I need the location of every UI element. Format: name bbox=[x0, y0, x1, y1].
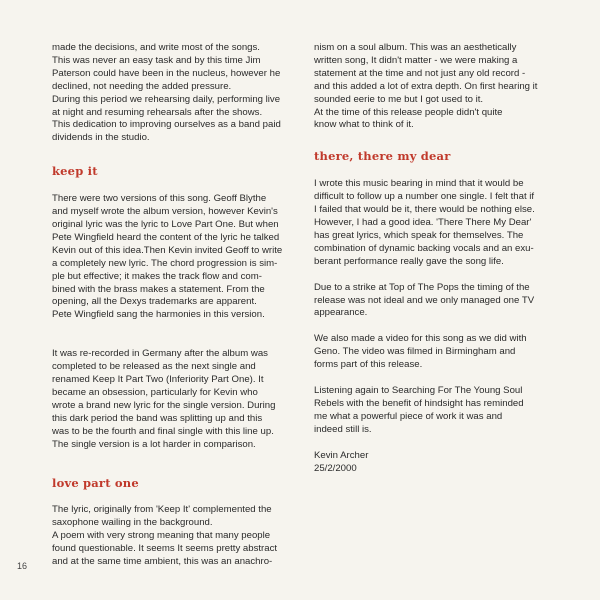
text-line: The lyric, originally from 'Keep It' complemented the bbox=[52, 504, 272, 516]
text-line: dividends in the studio. bbox=[52, 132, 150, 144]
text-line: this dark period the band was splitting up and this bbox=[52, 412, 263, 424]
text-line: Paterson could have been in the nucleus, however he bbox=[52, 67, 281, 79]
text-line: This dedication to improving ourselves as a band paid bbox=[52, 119, 281, 131]
text-line: combination of dynamic backing vocals and an exu- bbox=[314, 242, 534, 254]
text-line: made the decisions, and write most of the songs. bbox=[52, 42, 260, 53]
text-line: Geno. The video was filmed in Birmingham and bbox=[314, 346, 516, 358]
text-line: was to be the fourth and final single with this line up. bbox=[52, 425, 274, 437]
text-line: completed to be released as the next single and bbox=[52, 361, 256, 373]
text-line: wrote a brand new lyric for the single version. During bbox=[52, 399, 276, 411]
there-paragraph-4 bbox=[314, 385, 546, 437]
text-line: opening, all the Dexys trademarks are apparent. bbox=[52, 296, 257, 308]
text-line: This was never an easy task and by this time Jim bbox=[52, 54, 261, 66]
there-paragraph-1 bbox=[314, 178, 546, 268]
continued-paragraph bbox=[314, 42, 546, 132]
keep-it-heading: keep it bbox=[52, 164, 98, 179]
signature bbox=[314, 450, 546, 476]
text-line: statement at the time and not just any old record - bbox=[314, 67, 526, 79]
text-line: A poem with very strong meaning that many people bbox=[52, 530, 271, 542]
text-line: sounded eerie to me but I got used to it. bbox=[314, 93, 484, 105]
text-line: It was re-recorded in Germany after the album was bbox=[52, 348, 268, 360]
text-line: Due to a strike at Top of The Pops the timing of the bbox=[314, 281, 530, 293]
text-line: declined, not needing the added pressure. bbox=[52, 80, 232, 92]
text-line: written song, It didn't matter - we were making a bbox=[314, 54, 518, 66]
keep-it-paragraph-2 bbox=[52, 348, 288, 451]
text-line: original lyric was the lyric to Love Part One. But when bbox=[52, 218, 279, 230]
love-part-one-paragraph bbox=[52, 504, 288, 569]
signature-name: Kevin Archer bbox=[314, 449, 369, 461]
text-line: Kevin out of this idea.Then Kevin invited Geoff to write bbox=[52, 244, 283, 256]
text-line: at night and resuming rehearsals after the shows. bbox=[52, 106, 263, 118]
text-line: forms part of this release. bbox=[314, 359, 423, 371]
text-line: became an obsession, particularly for Kevin who bbox=[52, 386, 258, 398]
text-line: found questionable. It seems It seems pretty abstract bbox=[52, 543, 278, 555]
text-line: bined with the brass makes a statement. From the bbox=[52, 283, 265, 295]
there-paragraph-3 bbox=[314, 333, 546, 372]
text-line: indeed still is. bbox=[314, 423, 372, 435]
keep-it-paragraph-1 bbox=[52, 193, 288, 322]
text-line: difficult to follow up a number one single. I felt that if bbox=[314, 191, 535, 203]
text-line: a completely new lyric. The chord progression is sim- bbox=[52, 257, 278, 269]
text-line: We also made a video for this song as we did with bbox=[314, 333, 527, 345]
text-line: Rebels with the benefit of hindsight has reminded bbox=[314, 397, 524, 409]
text-line: However, I had a good idea. 'There There My Dear' bbox=[314, 216, 532, 228]
text-line: I wrote this music bearing in mind that it would be bbox=[314, 178, 524, 190]
text-line: and myself wrote the album version, however Kevin's bbox=[52, 206, 278, 218]
text-line: ple but effective; it makes the track flow and com- bbox=[52, 270, 262, 282]
text-line: Pete Wingfield heard the content of the lyric he talked bbox=[52, 231, 280, 243]
text-line: At the time of this release people didn't quite bbox=[314, 106, 503, 118]
text-line: I failed that would be it, there would be nothing else. bbox=[314, 204, 535, 216]
text-line: berant performance really gave the song life. bbox=[314, 255, 504, 267]
left-column bbox=[52, 42, 288, 569]
text-line: release was not ideal and we only managed one TV bbox=[314, 294, 535, 306]
text-line: has great lyrics, which speak for themselves. The bbox=[314, 229, 524, 241]
text-line: appearance. bbox=[314, 307, 368, 319]
text-line: me what a powerful piece of work it was and bbox=[314, 410, 503, 422]
text-line: Pete Wingfield sang the harmonies in this version. bbox=[52, 309, 265, 321]
text-line: There were two versions of this song. Geoff Blythe bbox=[52, 193, 267, 205]
text-line: The single version is a lot harder in comparison. bbox=[52, 438, 256, 450]
text-line: During this period we rehearsing daily, performing live bbox=[52, 93, 281, 105]
text-line: Listening again to Searching For The Young Soul bbox=[314, 385, 523, 397]
text-line: nism on a soul album. This was an aesthetically bbox=[314, 42, 517, 53]
love-part-one-heading: love part one bbox=[52, 476, 139, 491]
there-there-my-dear-heading: there, there my dear bbox=[314, 149, 451, 164]
text-line: renamed Keep It Part Two (Inferiority Part One). It bbox=[52, 374, 264, 386]
page-number: 16 bbox=[17, 561, 28, 571]
text-line: saxophone wailing in the background. bbox=[52, 517, 213, 529]
text-line: and this added a lot of extra depth. On first hearing it bbox=[314, 80, 538, 92]
there-paragraph-2 bbox=[314, 282, 546, 321]
text-line: know what to think of it. bbox=[314, 119, 414, 131]
signature-date: 25/2/2000 bbox=[314, 462, 357, 474]
intro-paragraph bbox=[52, 42, 288, 145]
text-line: and at the same time ambient, this was an anachro- bbox=[52, 556, 273, 567]
right-column bbox=[314, 42, 546, 475]
